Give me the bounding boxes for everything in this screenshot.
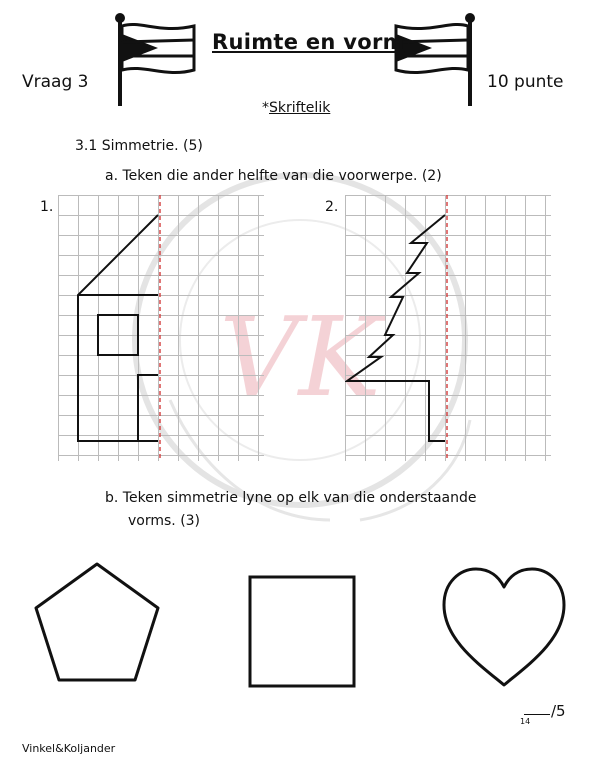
grid-1-house[interactable]	[58, 195, 264, 462]
watermark-monogram: VK	[219, 293, 381, 421]
heart-shape[interactable]	[440, 565, 568, 691]
grid-2-tree[interactable]	[345, 195, 551, 462]
flag-icon-right	[392, 12, 480, 108]
section-title: 3.1 Simmetrie. (5)	[75, 138, 203, 154]
grid2-label: 2.	[325, 199, 339, 215]
part-b-instruction-1: b. Teken simmetrie lyne op elk van die onderstaande	[105, 490, 477, 506]
mode-text: Skriftelik	[269, 100, 331, 116]
score-total: /5	[551, 702, 566, 720]
square-shape[interactable]	[246, 573, 358, 690]
mode-prefix: *	[262, 100, 269, 116]
score-blank[interactable]	[524, 713, 550, 715]
page-title: Ruimte en vorm	[212, 30, 405, 54]
grid1-label: 1.	[40, 199, 54, 215]
pentagon-shape[interactable]	[30, 558, 165, 688]
points-label: 10 punte	[487, 72, 564, 92]
part-b-instruction-2: vorms. (3)	[128, 513, 201, 529]
page-number: 14	[520, 717, 531, 726]
question-label: Vraag 3	[22, 72, 89, 92]
mode-label	[262, 100, 330, 116]
part-a-instruction: a. Teken die ander helfte van die voorwerpe. (2)	[105, 168, 442, 184]
footer-credit: Vinkel&Koljander	[22, 742, 116, 755]
flag-icon-left	[110, 12, 198, 108]
